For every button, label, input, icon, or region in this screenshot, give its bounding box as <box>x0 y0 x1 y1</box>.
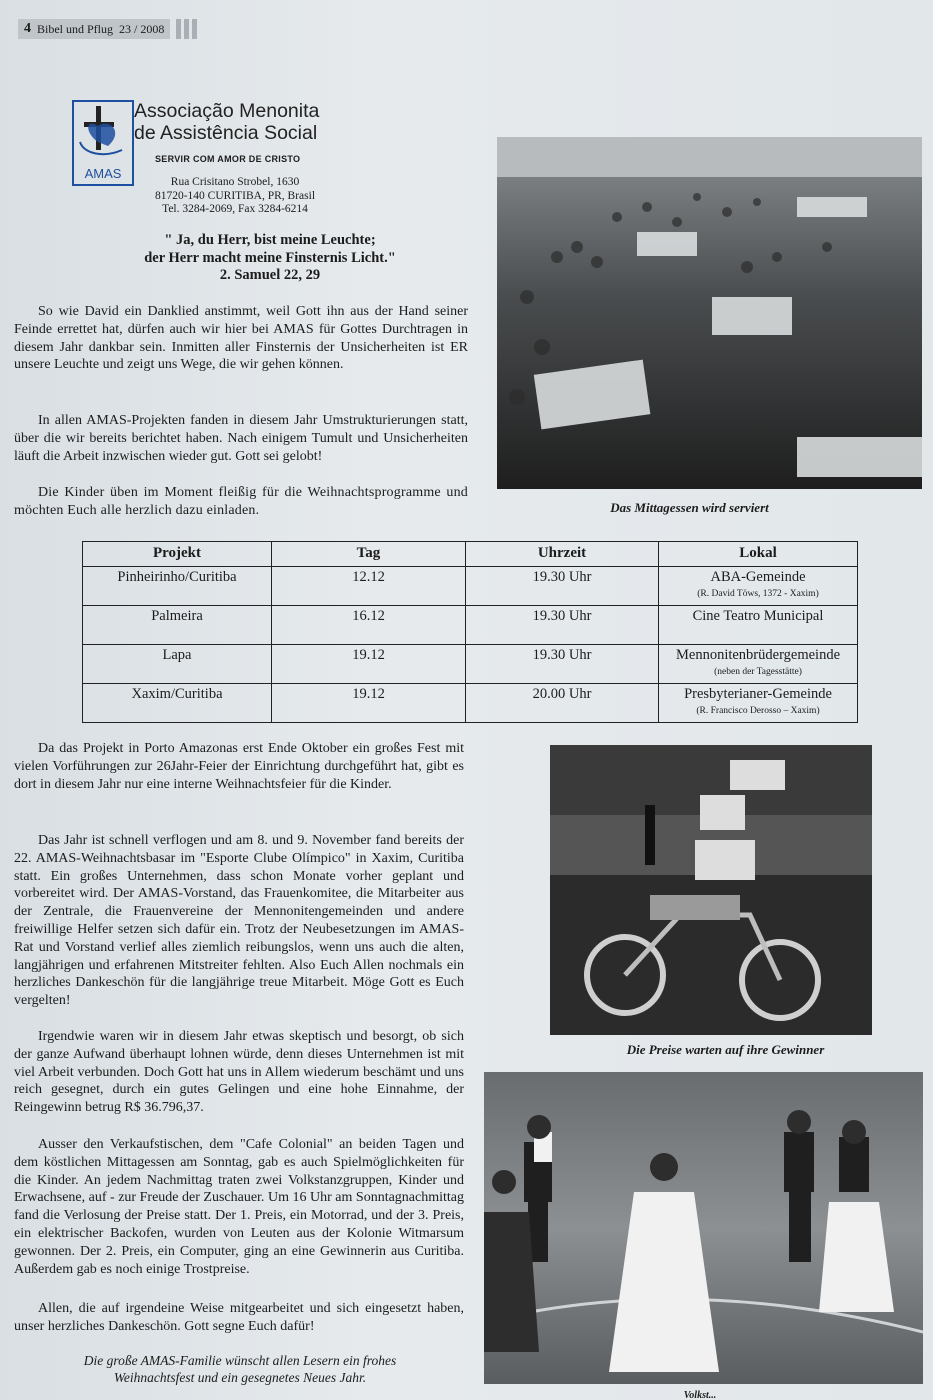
header-decor-bars <box>176 19 197 39</box>
cell-projekt: Lapa <box>83 645 272 684</box>
cell-lokal <box>659 606 858 645</box>
org-name-line1: Associação Menonita <box>134 100 320 122</box>
closing-line2: Weihnachtsfest und ein gesegnetes Neues Jahr. <box>113 1370 367 1385</box>
table-row <box>83 684 858 723</box>
cell-uhrzeit: 20.00 Uhr <box>466 684 659 723</box>
publication-name: Bibel und Pflug <box>37 21 114 36</box>
col-header-tag: Tag <box>272 542 466 567</box>
paragraph-basar: Das Jahr ist schnell verflogen und am 8. und 9. November fand bereits der 22. AMAS-Weihnachtsbasar im "Esporte Clube Olímpico" in Xaxim, Curitiba statt. Ein großes Unternehmen, dass schon Monate vorher geplant und vorbereitet wird. Der AMAS-Vorstand, das Frauenkomitee, die Mitarbeiter aus der Zentrale, die Frauenvereine der Mennonitengemeinden und andere freiwillige Helfer setzen sich dafür ein. Trotz der Neubesetzungen im AMAS-Rat und Vorstand verlief alles ziemlich reibungslos, wenn uns auch die alten, langjährigen und erfahrenen Mitstreiter fehlten. Also Euch Allen nochmals ein herzliches Dankeschön für die langjährige treue Mitarbeit. Möge Gott es Euch vergelten! <box>14 833 464 1009</box>
amas-logo <box>72 100 134 186</box>
bible-verse <box>80 232 460 285</box>
cell-tag: 19.12 <box>272 684 466 723</box>
cross-heart-logo-icon <box>74 102 132 184</box>
cell-uhrzeit: 19.30 Uhr <box>466 567 659 606</box>
christmas-program-table <box>82 541 858 723</box>
cell-lokal <box>659 567 858 606</box>
paragraph-intro: So wie David ein Danklied anstimmt, weil Gott ihn aus der Hand seiner Feinde errettet hat, dürfen auch wir hier bei AMAS für Gottes Durchtragen in diesem Jahr dankbar sein. Inmitten aller Finsternis der Unsicherheiten ist ER unsere Leuchte und zeigt uns Wege, die wir gehen können. <box>14 304 468 373</box>
lokal-name: Mennonitenbrüdergemeinde <box>675 647 841 663</box>
organization-name <box>134 100 464 164</box>
closing-greeting <box>30 1352 450 1386</box>
header-label <box>18 19 170 39</box>
photo2-caption: Die Preise warten auf ihre Gewinner <box>626 1042 825 1057</box>
col-header-projekt: Projekt <box>83 542 272 567</box>
cell-projekt: Palmeira <box>83 606 272 645</box>
photo-prizes <box>550 745 872 1035</box>
photo-lunch-hall <box>497 137 922 489</box>
page-number: 4 <box>24 21 31 36</box>
table-row <box>83 606 858 645</box>
col-header-lokal: Lokal <box>659 542 858 567</box>
lokal-name: Cine Teatro Municipal <box>692 608 824 624</box>
paragraph-porto-amazonas: Da das Projekt in Porto Amazonas erst Ende Oktober ein großes Fest mit vielen Vorführungen zur 26Jahr-Feier der Einrichtung durchgeführt hat, gibt es dort in diesem Jahr nur eine interne Weihnachtsfeier für die Kinder. <box>14 741 464 792</box>
lokal-note: (R. David Töws, 1372 - Xaxim) <box>697 589 819 599</box>
cell-lokal <box>659 645 858 684</box>
paragraph-activities: Ausser den Verkaufstischen, dem "Cafe Colonial" an beiden Tagen und dem köstlichen Mittagessen am Sonntag, gab es auch Spielmöglichkeiten für die Kinder. An jedem Nachmittag traten zwei Volkstanzgruppen, Kinder und Erwachsene, auf - zur Freude der Zuschauer. Um 16 Uhr am Sonntagnachmittag fand die Verlosung der Preise statt. Der 1. Preis, ein Motorrad, und der 3. Preis, ein elektrischer Backofen, wurden von Leuten aus der Kolonie Witmarsum gewonnen. Der 2. Preis, ein Computer, ging an eine Gewinnerin aus Curitiba. Außerdem gab es noch einige Trostpreise. <box>14 1137 464 1277</box>
address-phone: Tel. 3284-2069, Fax 3284-6214 <box>162 203 308 215</box>
lokal-name: Presbyterianer-Gemeinde <box>684 686 832 702</box>
paragraph-result: Irgendwie waren wir in diesem Jahr etwas skeptisch und besorgt, ob sich der ganze Aufwand überhaupt lohnen würde, denn dieses Unternehmen ist mit viel Arbeit verbunden. Doch Gott hat uns in Allem wiederum beschämt und uns reich gesegnet, durch ein gutes Gelingen und eine hohe Einnahme, der Reingewinn betrug R$ 36.796,37. <box>14 1029 464 1116</box>
cell-tag: 12.12 <box>272 567 466 606</box>
table-header-row <box>83 542 858 567</box>
address-street: Rua Crisitano Strobel, 1630 <box>170 176 300 188</box>
org-name-line2: de Assistência Social <box>134 122 318 144</box>
table-row <box>83 645 858 684</box>
cell-projekt: Xaxim/Curitiba <box>83 684 272 723</box>
paragraph-thanks: Allen, die auf irgendeine Weise mitgearbeitet und sich eingesetzt haben, unser herzliches Dankeschön. Gott segne Euch dafür! <box>14 1301 464 1334</box>
address-city: 81720-140 CURITIBA, PR, Brasil <box>154 189 316 202</box>
cell-tag: 19.12 <box>272 645 466 684</box>
verse-line2: der Herr macht meine Finsternis Licht." <box>144 249 396 266</box>
photo1-caption: Das Mittagessen wird serviert <box>610 500 769 515</box>
page-header <box>18 18 197 40</box>
photo-folk-dance <box>484 1072 923 1384</box>
table-row <box>83 567 858 606</box>
cell-lokal <box>659 684 858 723</box>
logo-text: AMAS <box>84 166 122 181</box>
issue-number: 23 / 2008 <box>119 21 165 36</box>
paragraph-restructuring: In allen AMAS-Projekten fanden in diesem Jahr Umstrukturierungen statt, über die wir bereits berichtet haben. Nach einigem Tumult und Unsicherheiten läuft die Arbeit inzwischen wieder gut. Gott sei gelobt! <box>14 413 468 464</box>
cell-uhrzeit: 19.30 Uhr <box>466 606 659 645</box>
org-motto: SERVIR COM AMOR DE CRISTO <box>155 154 301 164</box>
cell-uhrzeit: 19.30 Uhr <box>466 645 659 684</box>
lokal-name: ABA-Gemeinde <box>710 569 806 585</box>
lokal-note: (R. Francisco Derosso – Xaxim) <box>696 706 820 716</box>
col-header-uhrzeit: Uhrzeit <box>466 542 659 567</box>
lokal-note: (neben der Tagesstätte) <box>714 667 802 677</box>
closing-line1: Die große AMAS-Familie wünscht allen Lesern ein frohes <box>83 1353 397 1368</box>
verse-reference: 2. Samuel 22, 29 <box>219 267 321 283</box>
org-address <box>140 176 330 217</box>
verse-line1: " Ja, du Herr, bist meine Leuchte; <box>164 232 376 248</box>
paragraph-children-programs: Die Kinder üben im Moment fleißig für die Weihnachtsprogramme und möchten Euch alle herzlich dazu einladen. <box>14 485 468 518</box>
photo3-caption-partial: Volkst... <box>683 1390 717 1400</box>
cell-tag: 16.12 <box>272 606 466 645</box>
cell-projekt: Pinheirinho/Curitiba <box>83 567 272 606</box>
